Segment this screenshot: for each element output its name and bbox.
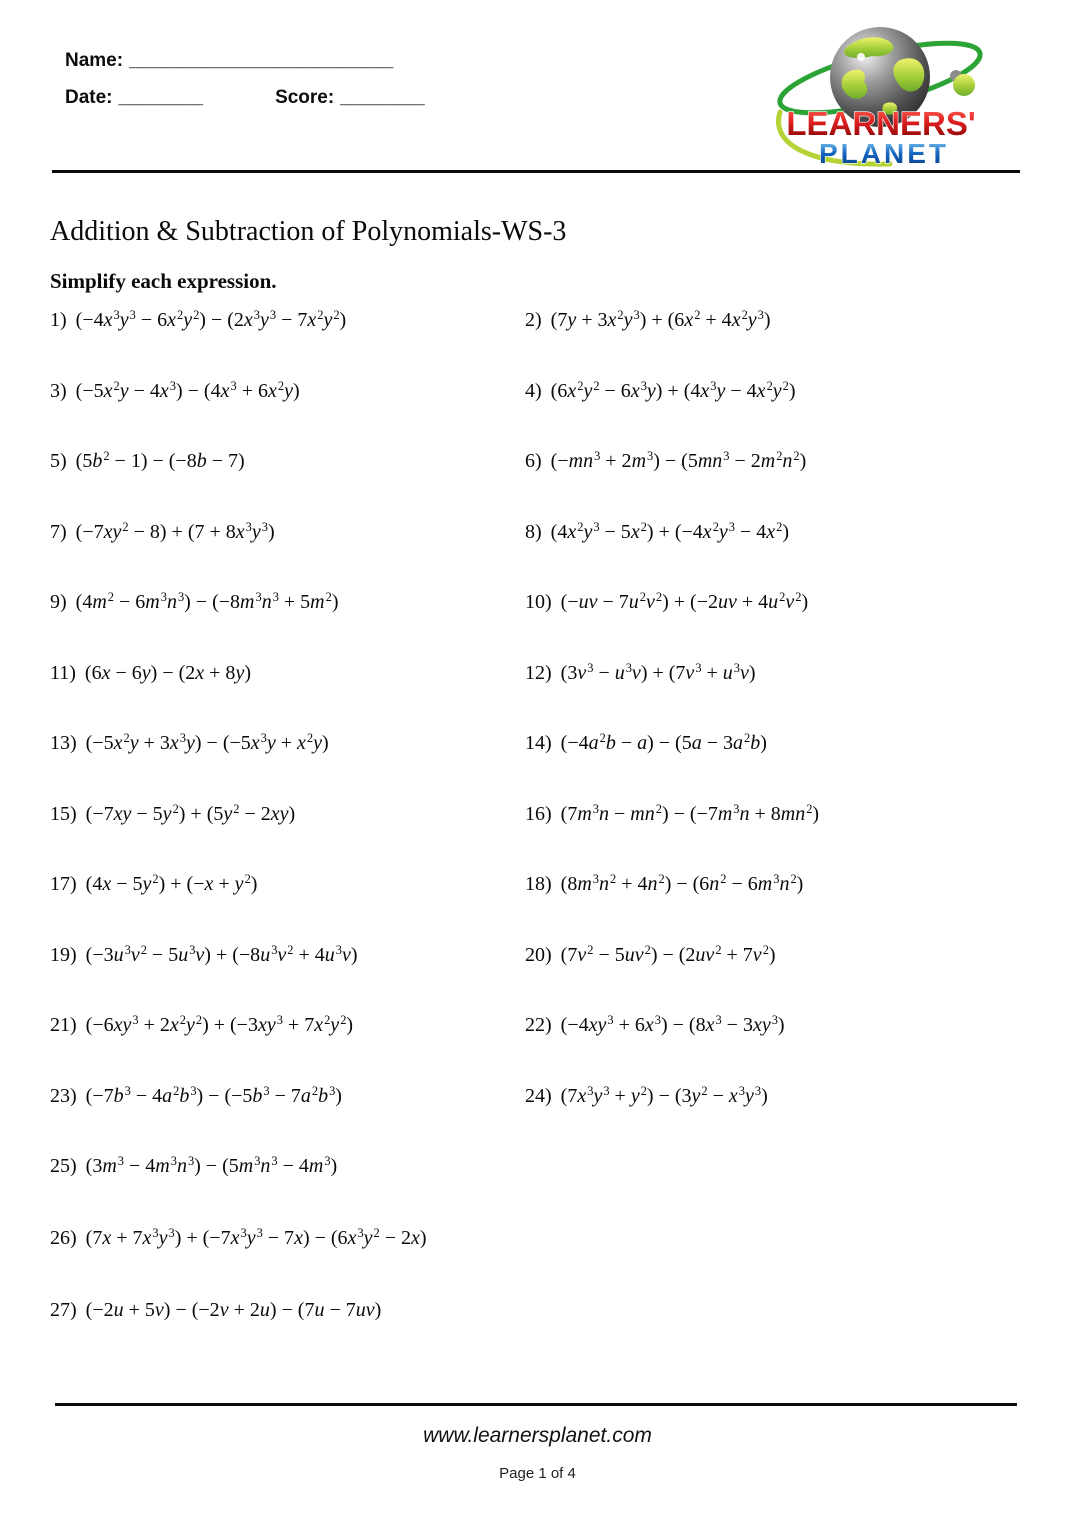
problem-number: 18) xyxy=(525,873,552,895)
problem-expression: $(4x^2y^3 - 5x^2) + (-4x^2y^3 - 4x^2)$ xyxy=(550,519,790,543)
problem-item xyxy=(525,306,771,334)
problem-item xyxy=(50,1011,525,1039)
date-label: Date: xyxy=(65,87,113,108)
problem-number: 13) xyxy=(50,732,77,754)
problem-item xyxy=(525,518,789,546)
problem-expression: $(-4xy^3 + 6x^3) - (8x^3 - 3xy^3)$ xyxy=(560,1013,785,1036)
problem-item xyxy=(525,800,819,828)
problem-item xyxy=(50,800,525,828)
problem-number: 10) xyxy=(525,591,552,613)
problem-item xyxy=(50,729,525,757)
problem-expression: $(-7xy - 5y^2) + (5y^2 - 2xy)$ xyxy=(85,801,296,825)
problem-number: 9) xyxy=(50,591,67,613)
problem-row xyxy=(50,377,1040,448)
logo-graphic xyxy=(768,22,1000,170)
problem-row xyxy=(50,800,1040,871)
problem-expression: $(-4x^3y^3 - 6x^2y^2) - (2x^3y^3 - 7x^2y^2)$ xyxy=(75,308,347,331)
problem-number: 17) xyxy=(50,873,77,895)
problem-item xyxy=(50,588,525,616)
problem-number: 24) xyxy=(525,1084,552,1107)
problem-expression: $(8m^3n^2 + 4n^2) - (6n^2 - 6m^3n^2)$ xyxy=(560,872,804,895)
footer-divider-line xyxy=(55,1403,1017,1406)
problem-expression: $(-4a^2b - a) - (5a - 3a^2b)$ xyxy=(560,731,767,754)
worksheet-header xyxy=(65,50,425,124)
problem-row xyxy=(50,1011,1040,1082)
problem-expression: $(-6xy^3 + 2x^2y^2) + (-3xy^3 + 7x^2y^2)$ xyxy=(85,1013,354,1036)
problem-expression: $(-7xy^2 - 8) + (7 + 8x^3y^3)$ xyxy=(75,519,275,543)
problem-item xyxy=(50,1152,337,1180)
problem-item xyxy=(525,941,776,969)
problem-expression: $(5b^2 - 1) - (-8b - 7)$ xyxy=(75,449,245,472)
problem-expression: (−2u + 5v) − (−2v + 2u) − (7u − 7uv) xyxy=(85,1299,382,1321)
problem-expression: $(7x + 7x^3y^3) + (-7x^3y^3 - 7x) - (6x^3y^2 - 2x)$ xyxy=(85,1226,427,1249)
problem-item xyxy=(50,1082,525,1110)
header-divider-line-right xyxy=(700,171,1020,173)
logo-text-planet: PLANET xyxy=(819,138,949,169)
problems-grid xyxy=(50,306,1040,1368)
problem-expression: $(-5x^2y - 4x^3) - (4x^3 + 6x^2y)$ xyxy=(75,378,300,402)
problem-row xyxy=(50,1224,1040,1296)
problem-expression: $(4m^2 - 6m^3n^3) - (-8m^3n^3 + 5m^2)$ xyxy=(75,590,339,613)
problem-row xyxy=(50,306,1040,377)
footer-website: www.learnersplanet.com xyxy=(423,1424,652,1447)
logo-text-learners: LEARNERS' xyxy=(786,105,976,142)
problem-number: 27) xyxy=(50,1299,77,1321)
problem-item xyxy=(50,941,525,969)
problem-row xyxy=(50,1296,1040,1368)
problem-number: 5) xyxy=(50,450,67,472)
problem-number: 11) xyxy=(50,661,76,684)
instruction-text: Simplify each expression. xyxy=(50,269,277,293)
problem-number: 25) xyxy=(50,1155,77,1177)
problem-expression: $(-mn^3 + 2m^3) - (5mn^3 - 2m^2n^2)$ xyxy=(550,449,807,472)
problem-item xyxy=(525,1011,785,1039)
problem-number: 6) xyxy=(525,450,542,472)
problem-item xyxy=(525,447,806,475)
problem-item xyxy=(50,870,525,898)
problem-row xyxy=(50,659,1040,730)
problem-number: 3) xyxy=(50,379,67,402)
problem-expression: $(-3u^3v^2 - 5u^3v) + (-8u^3v^2 + 4u^3v)$ xyxy=(85,942,358,966)
problem-expression: $(-7b^3 - 4a^2b^3) - (-5b^3 - 7a^2b^3)$ xyxy=(85,1083,342,1107)
problem-item xyxy=(525,659,756,687)
footer-page-number: Page 1 of 4 xyxy=(499,1465,576,1482)
problem-number: 19) xyxy=(50,943,77,966)
problem-number: 21) xyxy=(50,1014,77,1036)
problem-expression: $(7v^2 - 5uv^2) - (2uv^2 + 7v^2)$ xyxy=(560,942,776,966)
date-score-row xyxy=(65,87,425,109)
problem-item xyxy=(525,377,796,405)
problem-expression: $(7x^3y^3 + y^2) - (3y^2 - x^3y^3)$ xyxy=(560,1083,768,1107)
problem-expression: $(-uv - 7u^2v^2) + (-2uv + 4u^2v^2)$ xyxy=(560,590,809,613)
problem-item xyxy=(50,659,525,687)
problem-row xyxy=(50,941,1040,1012)
problem-row xyxy=(50,518,1040,589)
problem-number: 2) xyxy=(525,309,542,331)
problem-number: 8) xyxy=(525,520,542,543)
problem-number: 12) xyxy=(525,661,552,684)
problem-number: 22) xyxy=(525,1014,552,1036)
problem-expression: $(-5x^2y + 3x^3y) - (-5x^3y + x^2y)$ xyxy=(85,731,329,754)
problem-item xyxy=(525,1082,768,1110)
problem-row xyxy=(50,870,1040,941)
problem-row xyxy=(50,447,1040,518)
name-row xyxy=(65,50,425,72)
problem-expression: $(3m^3 - 4m^3n^3) - (5m^3n^3 - 4m^3)$ xyxy=(85,1154,338,1177)
problem-item xyxy=(525,870,803,898)
problem-number: 7) xyxy=(50,520,67,543)
problem-item xyxy=(525,729,767,757)
problem-item xyxy=(50,306,525,334)
problem-item xyxy=(50,1296,381,1324)
problem-item xyxy=(50,518,525,546)
problem-number: 23) xyxy=(50,1084,77,1107)
problem-expression: $(7y + 3x^2y^3) + (6x^2 + 4x^2y^3)$ xyxy=(550,308,771,331)
problem-expression: (6x − 6y) − (2x + 8y) xyxy=(84,661,251,684)
problem-number: 20) xyxy=(525,943,552,966)
problem-item xyxy=(50,447,525,475)
problem-row xyxy=(50,1082,1040,1153)
learners-planet-logo xyxy=(768,22,1000,170)
score-blank-line: ________ xyxy=(340,87,425,108)
name-label: Name: xyxy=(65,50,124,71)
problem-row xyxy=(50,1152,1040,1224)
problem-number: 26) xyxy=(50,1227,77,1249)
problem-row xyxy=(50,729,1040,800)
name-blank-line: _________________________ xyxy=(129,50,394,71)
problem-number: 14) xyxy=(525,732,552,754)
problem-number: 4) xyxy=(525,379,542,402)
problem-expression: $(7m^3n - mn^2) - (-7m^3n + 8mn^2)$ xyxy=(560,801,820,825)
problem-expression: $(4x - 5y^2) + (-x + y^2)$ xyxy=(85,872,258,895)
problem-expression: $(6x^2y^2 - 6x^3y) + (4x^3y - 4x^2y^2)$ xyxy=(550,378,796,402)
problem-number: 16) xyxy=(525,802,552,825)
score-label: Score: xyxy=(275,87,335,108)
problem-row xyxy=(50,588,1040,659)
problem-number: 15) xyxy=(50,802,77,825)
problem-item xyxy=(525,588,808,616)
problem-number: 1) xyxy=(50,309,67,331)
problem-expression: $(3v^3 - u^3v) + (7v^3 + u^3v)$ xyxy=(560,660,756,684)
problem-item xyxy=(50,377,525,405)
problem-item xyxy=(50,1224,427,1252)
page-title: Addition & Subtraction of Polynomials-WS-3 xyxy=(50,216,567,247)
date-blank-line: ________ xyxy=(118,87,204,108)
